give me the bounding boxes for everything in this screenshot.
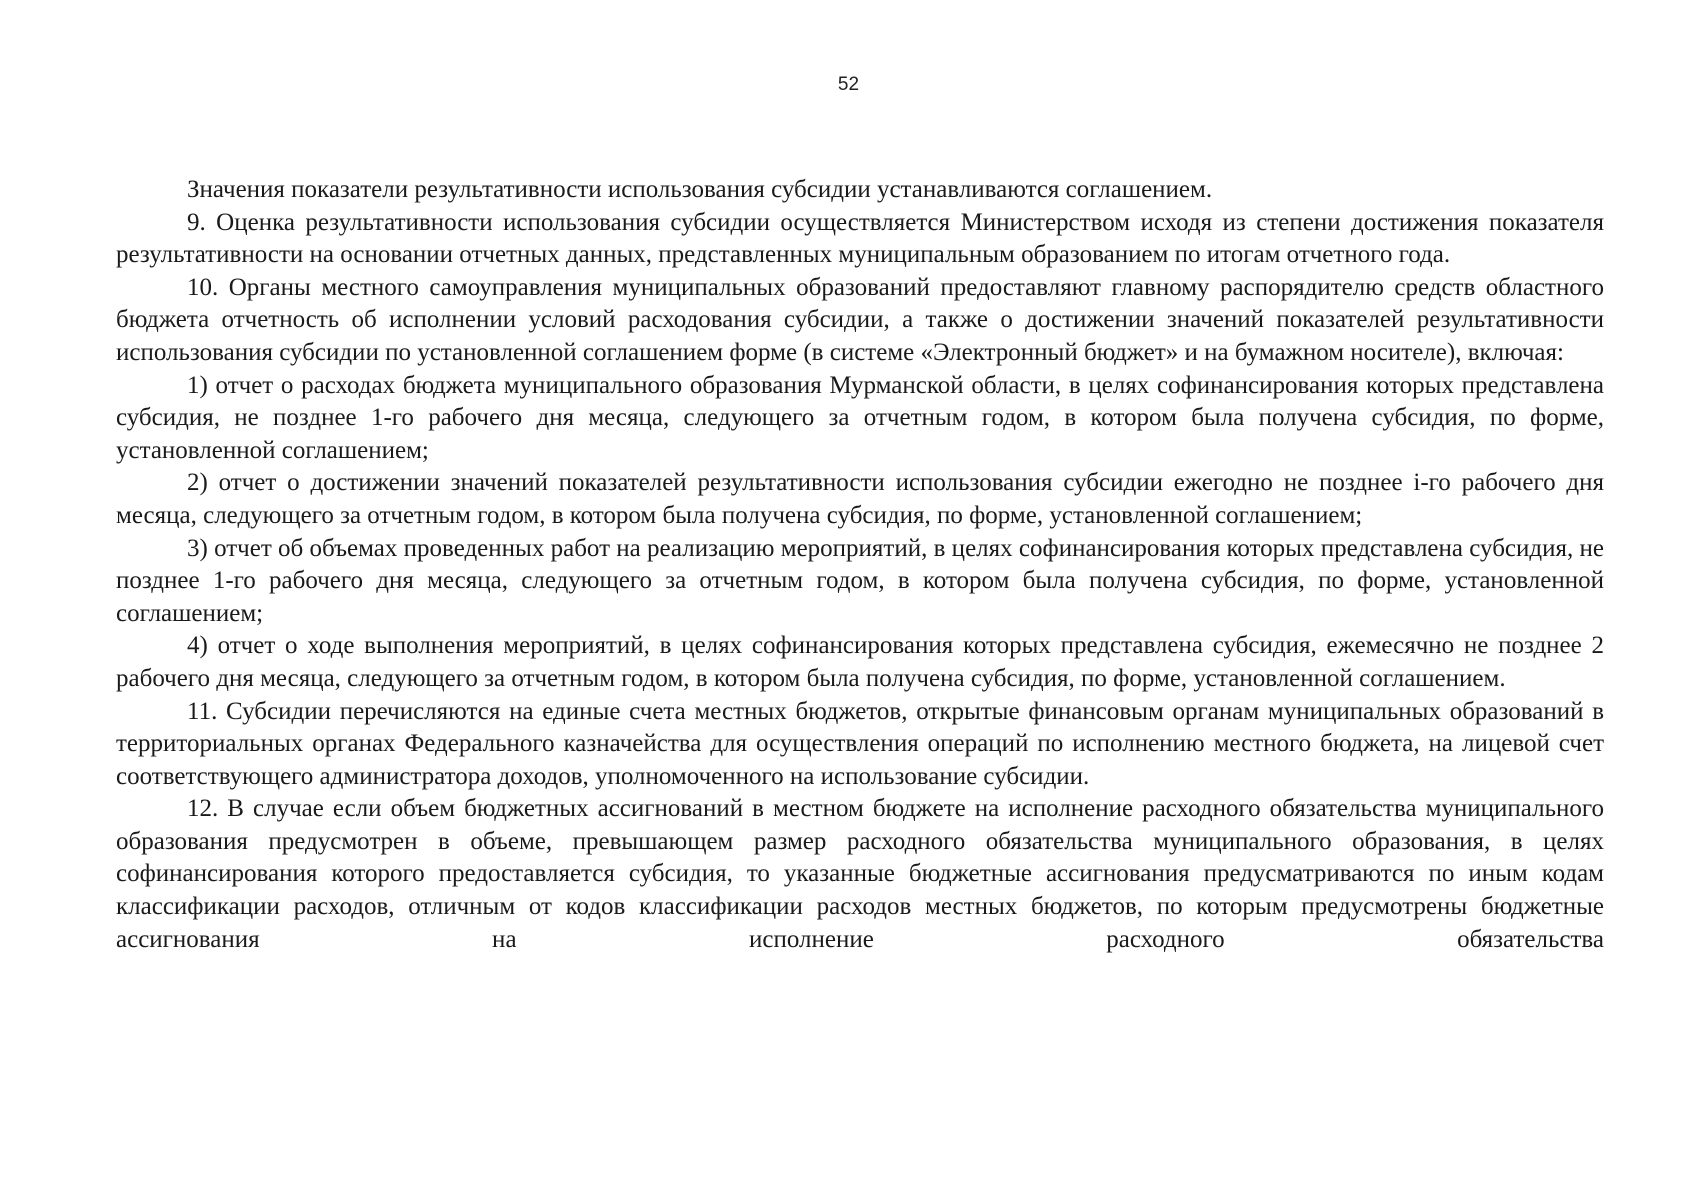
paragraph-9: 9. Оценка результативности использования субсидии осуществляется Министерством исходя из степени достижения показателя результативности на основании отчетных данных, представленных муниципальным образованием по итогам отчетного года.	[116, 208, 1604, 269]
paragraph-10-item-1: 1) отчет о расходах бюджета муниципального образования Мурманской области, в целях софинансирования которых представлена субсидия, не позднее 1-го рабочего дня месяца, следующего за отчетным годом, в котором была получена субсидия, по форме, установленной соглашением;	[116, 371, 1604, 464]
paragraph-intro: Значения показатели результативности использования субсидии устанавливаются соглашением.	[187, 176, 1213, 203]
paragraph-11: 11. Субсидии перечисляются на единые счета местных бюджетов, открытые финансовым органам муниципальных образований в территориальных органах Федерального казначейства для осуществления операций по исполнению местного бюджета, на лицевой счет соответствующего администратора доходов, уполномоченного на использование субсидии.	[116, 697, 1604, 790]
paragraph-10-item-2: 2) отчет о достижении значений показателей результативности использования субсидии ежегодно не позднее i-го рабочего дня месяца, следующего за отчетным годом, в котором была получена субсидия, по форме, установленной соглашением;	[116, 469, 1604, 529]
paragraph-10-item-3: 3) отчет об объемах проведенных работ на реализацию мероприятий, в целях софинансирования которых представлена субсидия, не позднее 1-го рабочего дня месяца, следующего за отчетным годом, в котором была получена субсидия, по форме, установленной соглашением;	[116, 534, 1604, 627]
paragraph-10-item-4: 4) отчет о ходе выполнения мероприятий, в целях софинансирования которых представлена субсидия, ежемесячно не позднее 2 рабочего дня месяца, следующего за отчетным годом, в котором была получена субсидия, по форме, установленной соглашением.	[116, 632, 1604, 692]
page-number: 52	[837, 74, 860, 95]
document-body	[116, 174, 1604, 956]
paragraph-12: 12. В случае если объем бюджетных ассигнований в местном бюджете на исполнение расходного обязательства муниципального образования предусмотрен в объеме, превышающем размер расходного обязательства муниципального образования, в целях софинансирования которого предоставляется субсидия, то указанные бюджетные ассигнования предусматриваются по иным кодам классификации расходов, отличным от кодов классификации расходов местных бюджетов, по которым предусмотрены бюджетные ассигнования на исполнение расходного обязательства	[116, 795, 1604, 953]
paragraph-10: 10. Органы местного самоуправления муниципальных образований предоставляют главному распорядителю средств областного бюджета отчетность об исполнении условий расходования субсидии, а также о достижении значений показателей результативности использования субсидии по установленной соглашением форме (в системе «Электронный бюджет» и на бумажном носителе), включая:	[116, 273, 1604, 366]
